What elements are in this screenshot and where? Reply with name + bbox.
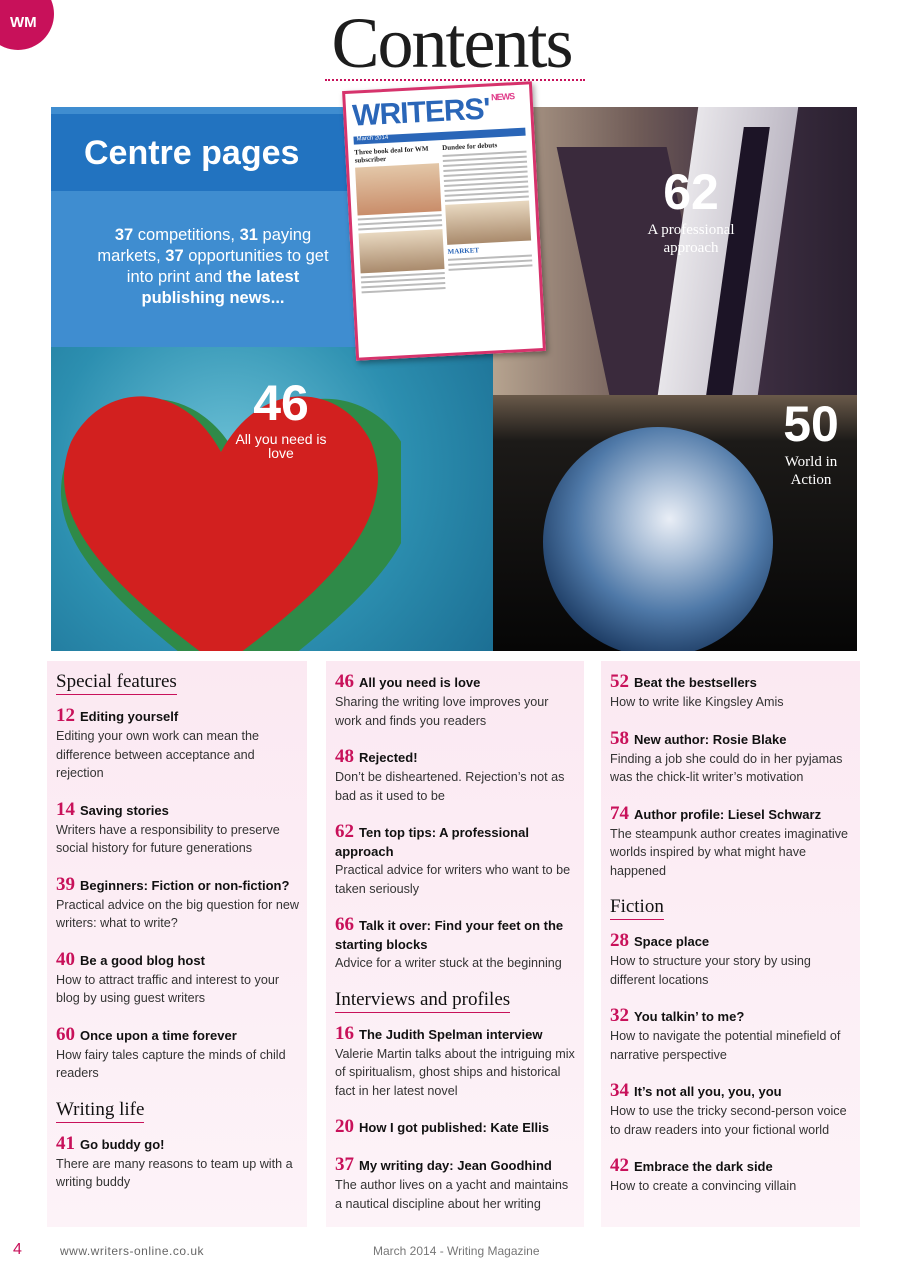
entry-title: Go buddy go! <box>80 1136 165 1152</box>
entry-description: Sharing the writing love improves your work and finds you readers <box>335 695 549 728</box>
entry-description: There are many reasons to team up with a writing buddy <box>56 1156 293 1189</box>
writers-news-cover[interactable] <box>342 81 546 361</box>
entry-heading <box>56 1024 301 1046</box>
entry-page-number: 28 <box>610 930 629 951</box>
entry-page-number: 66 <box>335 914 354 935</box>
entry-title: Embrace the dark side <box>634 1159 773 1174</box>
entry-description: Writers have a responsibility to preserve social history for future generations <box>56 822 280 855</box>
entry-heading <box>610 1080 854 1102</box>
contents-entry[interactable] <box>335 1116 578 1138</box>
author-photo <box>355 163 441 215</box>
entry-description: Advice for a writer stuck at the beginning <box>335 956 562 970</box>
entry-description: Practical advice for writers who want to be taken seriously <box>335 863 571 896</box>
contents-column-1 <box>47 661 307 1227</box>
section-heading: Interviews and profiles <box>335 989 510 1013</box>
entry-title: Editing yourself <box>80 709 179 724</box>
entry-description: How to use the tricky second-person voice to draw readers into your fictional world <box>610 1104 847 1137</box>
contents-entry[interactable] <box>610 671 854 712</box>
page-number: 4 <box>13 1241 22 1258</box>
entry-page-number: 58 <box>610 727 629 749</box>
entry-description: How to structure your story by using different locations <box>610 954 811 987</box>
feature-callout-62[interactable]: 62 A professional approach <box>647 164 735 256</box>
entry-title: Beginners: Fiction or non-fiction? <box>80 877 290 893</box>
entry-page-number: 46 <box>335 671 354 692</box>
entry-heading <box>56 799 301 821</box>
entry-heading <box>610 803 854 825</box>
entry-heading <box>56 1133 301 1155</box>
issue-label: March 2014 - Writing Magazine <box>373 1244 540 1258</box>
entry-page-number: 34 <box>610 1080 629 1101</box>
entry-heading <box>335 671 578 693</box>
section-heading: Special features <box>56 671 177 695</box>
newspaper-masthead: $WRITERS'^{NEWS}$ <box>351 91 515 133</box>
entry-description: Valerie Martin talks about the intriguing mix of spiritualism, ghost ships and historical fact in her latest novel <box>335 1046 575 1098</box>
contents-entry[interactable] <box>335 1023 578 1101</box>
contents-entry[interactable] <box>610 1155 854 1196</box>
title-divider <box>325 79 585 81</box>
contents-entry[interactable] <box>610 1080 854 1139</box>
entry-heading <box>335 821 578 861</box>
entry-title: New author: Rosie Blake <box>634 731 787 747</box>
contents-entry[interactable] <box>610 803 854 881</box>
entry-page-number: 14 <box>56 798 75 820</box>
entry-page-number: 52 <box>610 671 629 692</box>
entry-title: Once upon a time forever <box>80 1027 237 1043</box>
market-label: MARKET <box>447 246 480 256</box>
entry-title: How I got published: Kate Ellis <box>359 1120 549 1135</box>
entry-description: Practical advice on the big question for new writers: what to write? <box>56 897 299 930</box>
contents-entry[interactable] <box>335 746 578 805</box>
entry-description: How to write like Kingsley Amis <box>610 695 784 709</box>
contents-entry[interactable] <box>610 1005 854 1064</box>
entry-description: How to create a convincing villain <box>610 1179 797 1193</box>
entry-title: All you need is love <box>359 675 481 690</box>
book-cover <box>359 229 445 273</box>
magazine-logo: WM <box>0 0 54 50</box>
entry-heading <box>56 874 301 896</box>
entry-page-number: 12 <box>56 705 75 726</box>
entry-title: Author profile: Liesel Schwarz <box>634 806 822 822</box>
entry-title: It’s not all you, you, you <box>634 1084 782 1099</box>
contents-entry[interactable] <box>610 930 854 989</box>
entry-title: Be a good blog host <box>80 952 205 968</box>
entry-heading <box>610 1155 854 1177</box>
feature-callout-46[interactable]: 46 All you need is love <box>235 375 327 461</box>
entry-page-number: 62 <box>335 821 354 842</box>
newspaper-headline-right: Dundee for debuts <box>441 141 498 152</box>
section-heading: Fiction <box>610 896 664 920</box>
entry-description: Don’t be disheartened. Rejection’s not as bad as it used to be <box>335 770 565 803</box>
centre-pages-blurb: 37 competitions, 31 paying markets, 37 opportunities to get into print and the latest publishing news... <box>97 226 329 307</box>
entry-page-number: 41 <box>56 1132 75 1154</box>
contents-entry[interactable] <box>56 1024 301 1083</box>
entry-description: The steampunk author creates imaginative worlds inspired by what might have happened <box>610 826 849 878</box>
entry-title: Talk it over: Find your feet on the starting blocks <box>335 918 564 952</box>
contents-column-2 <box>326 661 584 1227</box>
contents-entry[interactable] <box>335 914 578 973</box>
website-url[interactable]: www.writers-online.co.uk <box>60 1244 205 1258</box>
contents-entry[interactable] <box>56 874 301 933</box>
entry-page-number: 39 <box>56 873 75 895</box>
entry-description: How fairy tales capture the minds of child readers <box>56 1047 286 1080</box>
entry-page-number: 32 <box>610 1005 629 1026</box>
entry-heading <box>610 728 854 750</box>
entry-heading <box>335 1154 578 1176</box>
entry-heading <box>335 1023 578 1045</box>
newspaper-date: March 2014 <box>353 128 525 145</box>
entry-heading <box>56 705 301 727</box>
section-heading: Writing life <box>56 1099 144 1123</box>
contents-entry[interactable] <box>56 799 301 858</box>
contents-entry[interactable] <box>56 949 301 1008</box>
entry-description: The author lives on a yacht and maintains a nautical discipline about her writing <box>335 1178 569 1211</box>
entry-page-number: 40 <box>56 948 75 970</box>
entry-heading <box>335 746 578 768</box>
entry-page-number: 42 <box>610 1155 629 1176</box>
contents-entry[interactable] <box>335 821 578 898</box>
entry-heading <box>335 914 578 954</box>
entry-page-number: 16 <box>335 1022 354 1044</box>
entry-heading <box>610 1005 854 1027</box>
entry-page-number: 48 <box>335 746 354 767</box>
contents-entry[interactable] <box>335 671 578 730</box>
contents-entry[interactable] <box>56 1133 301 1192</box>
entry-heading <box>335 1116 578 1138</box>
contents-entry[interactable] <box>610 728 854 787</box>
entry-title: Saving stories <box>80 802 169 818</box>
entry-page-number: 20 <box>335 1116 354 1137</box>
entry-title: My writing day: Jean Goodhind <box>359 1158 552 1173</box>
entry-description: Editing your own work can mean the difference between acceptance and rejection <box>56 729 260 780</box>
entry-description: How to navigate the potential minefield of narrative perspective <box>610 1029 841 1062</box>
contents-column-3 <box>601 661 860 1227</box>
entry-heading <box>56 949 301 971</box>
entry-title: You talkin’ to me? <box>634 1009 745 1024</box>
contents-entry[interactable] <box>56 705 301 783</box>
entry-heading <box>610 930 854 952</box>
feature-callout-50[interactable]: 50 World in Action <box>783 396 839 488</box>
page-title: Contents <box>331 3 572 83</box>
entry-page-number: 37 <box>335 1154 354 1175</box>
entry-heading <box>610 671 854 693</box>
entry-title: Ten top tips: A professional approach <box>335 825 529 859</box>
newspaper-headline-left: Three book deal for WM subscriber <box>354 144 429 165</box>
entry-title: Space place <box>634 934 710 949</box>
contents-entry[interactable] <box>335 1154 578 1213</box>
centre-pages-heading: Centre pages <box>51 114 374 191</box>
entry-title: The Judith Spelman interview <box>359 1026 543 1042</box>
entry-page-number: 60 <box>56 1023 75 1045</box>
entry-title: Beat the bestsellers <box>634 675 757 690</box>
entry-description: Finding a job she could do in her pyjamas was the chick-lit writer’s motivation <box>610 751 843 784</box>
entry-description: How to attract traffic and interest to your blog by using guest writers <box>56 972 280 1005</box>
entry-title: Rejected! <box>359 750 418 765</box>
market-banner <box>445 201 531 245</box>
entry-page-number: 74 <box>610 802 629 824</box>
